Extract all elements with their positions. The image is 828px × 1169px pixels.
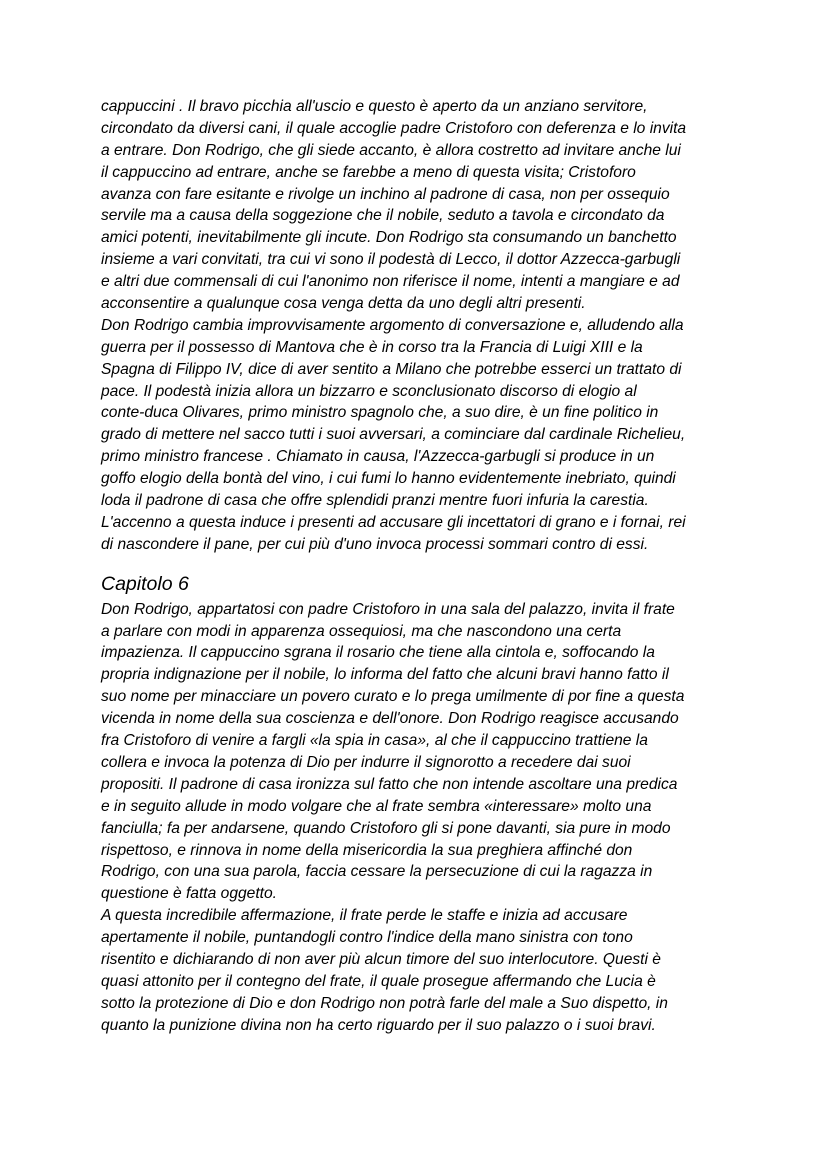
text-line: propria indignazione per il nobile, lo informa del fatto che alcuni bravi hanno fatto il bbox=[101, 666, 669, 684]
text-line: apertamente il nobile, puntandogli contro l'indice della mano sinistra con tono bbox=[101, 929, 633, 947]
text-line: impazienza. Il cappuccino sgrana il rosario che tiene alla cintola e, soffocando la bbox=[101, 644, 655, 662]
text-line: vicenda in nome della sua coscienza e dell'onore. Don Rodrigo reagisce accusando bbox=[101, 710, 679, 728]
text-line: Don Rodrigo, appartatosi con padre Cristoforo in una sala del palazzo, invita il frate bbox=[101, 600, 675, 618]
text-line: fra Cristoforo di venire a fargli «la spia in casa», al che il cappuccino trattiene la bbox=[101, 732, 648, 750]
text-line: pace. Il podestà inizia allora un bizzarro e sconclusionato discorso di elogio al bbox=[101, 382, 637, 400]
text-line: questione è fatta oggetto. bbox=[101, 885, 278, 903]
text-line: loda il padrone di casa che offre splendidi pranzi mentre fuori infuria la carestia. bbox=[101, 492, 649, 510]
text-line: a parlare con modi in apparenza ossequiosi, ma che nascondono una certa bbox=[101, 622, 622, 640]
text-line: collera e invoca la potenza di Dio per indurre il signorotto a recedere dai suoi bbox=[101, 753, 631, 771]
text-line: amici potenti, inevitabilmente gli incute. Don Rodrigo sta consumando un banchetto bbox=[101, 229, 677, 247]
text-line: sotto la protezione di Dio e don Rodrigo non potrà farle del male a Suo dispetto, in bbox=[101, 994, 668, 1012]
text-line: acconsentire a qualunque cosa venga detta da uno degli altri presenti. bbox=[101, 295, 586, 313]
paragraph bbox=[101, 905, 741, 1036]
text-line: servile ma a causa della soggezione che il nobile, seduto a tavola e circondato da bbox=[101, 207, 665, 225]
text-line: cappuccini . Il bravo picchia all'uscio e questo è aperto da un anziano servitore, bbox=[101, 98, 648, 115]
text-line: insieme a vari convitati, tra cui vi sono il podestà di Lecco, il dottor Azzecca-garbugli bbox=[101, 251, 681, 269]
document-body bbox=[101, 96, 741, 1037]
text-line: e in seguito allude in modo volgare che al frate sembra «interessare» molto una bbox=[101, 797, 652, 815]
text-line: A questa incredibile affermazione, il frate perde le staffe e inizia ad accusare bbox=[101, 907, 628, 925]
text-line: avanza con fare esitante e rivolge un inchino al padrone di casa, non per ossequio bbox=[101, 185, 670, 203]
paragraph bbox=[101, 96, 741, 315]
text-line: e altri due commensali di cui l'anonimo non riferisce il nome, intenti a mangiare e ad bbox=[101, 273, 680, 291]
text-line: Spagna di Filippo IV, dice di aver sentito a Milano che potrebbe esserci un trattato di bbox=[101, 360, 682, 378]
text-line: primo ministro francese . Chiamato in causa, l'Azzecca-garbugli si produce in un bbox=[101, 448, 655, 466]
text-line: risentito e dichiarando di non aver più alcun timore del suo interlocutore. Questi è bbox=[101, 950, 661, 968]
text-line: di nascondere il pane, per cui più d'uno invoca processi sommari contro di essi. bbox=[101, 535, 649, 553]
text-line: conte-duca Olivares, primo ministro spagnolo che, a suo dire, è un fine politico in bbox=[101, 404, 659, 422]
text-line: Don Rodrigo cambia improvvisamente argomento di conversazione e, alludendo alla bbox=[101, 316, 684, 334]
text-line: L'accenno a questa induce i presenti ad accusare gli incettatori di grano e i fornai, rei bbox=[101, 513, 686, 531]
chapter-heading: Capitolo 6 bbox=[101, 572, 189, 595]
paragraph bbox=[101, 315, 741, 556]
text-line: fanciulla; fa per andarsene, quando Cristoforo gli si pone davanti, sia pure in modo bbox=[101, 819, 671, 837]
text-line: il cappuccino ad entrare, anche se farebbe a meno di questa visita; Cristoforo bbox=[101, 163, 636, 181]
text-line: circondato da diversi cani, il quale accoglie padre Cristoforo con deferenza e lo invita bbox=[101, 119, 687, 137]
text-line: rispettoso, e rinnova in nome della misericordia la sua preghiera affinché don bbox=[101, 841, 633, 859]
text-line: Rodrigo, con una sua parola, faccia cessare la persecuzione di cui la ragazza in bbox=[101, 863, 653, 881]
text-line: goffo elogio della bontà del vino, i cui fumi lo hanno evidentemente inebriato, quindi bbox=[101, 470, 676, 488]
text-line: propositi. Il padrone di casa ironizza sul fatto che non intende ascoltare una predica bbox=[101, 775, 678, 793]
text-line: grado di mettere nel sacco tutti i suoi avversari, a cominciare dal cardinale Richelieu, bbox=[101, 426, 686, 444]
text-line: guerra per il possesso di Mantova che è in corso tra la Francia di Luigi XIII e la bbox=[101, 338, 643, 356]
spacer bbox=[101, 556, 741, 572]
text-line: a entrare. Don Rodrigo, che gli siede accanto, è allora costretto ad invitare anche lui bbox=[101, 141, 681, 159]
paragraph bbox=[101, 599, 741, 905]
text-line: quanto la punizione divina non ha certo riguardo per il suo palazzo o i suoi bravi. bbox=[101, 1016, 656, 1034]
text-line: suo nome per minacciare un povero curato e lo prega umilmente di por fine a questa bbox=[101, 688, 685, 706]
text-line: quasi attonito per il contegno del frate, il quale prosegue affermando che Lucia è bbox=[101, 972, 656, 990]
